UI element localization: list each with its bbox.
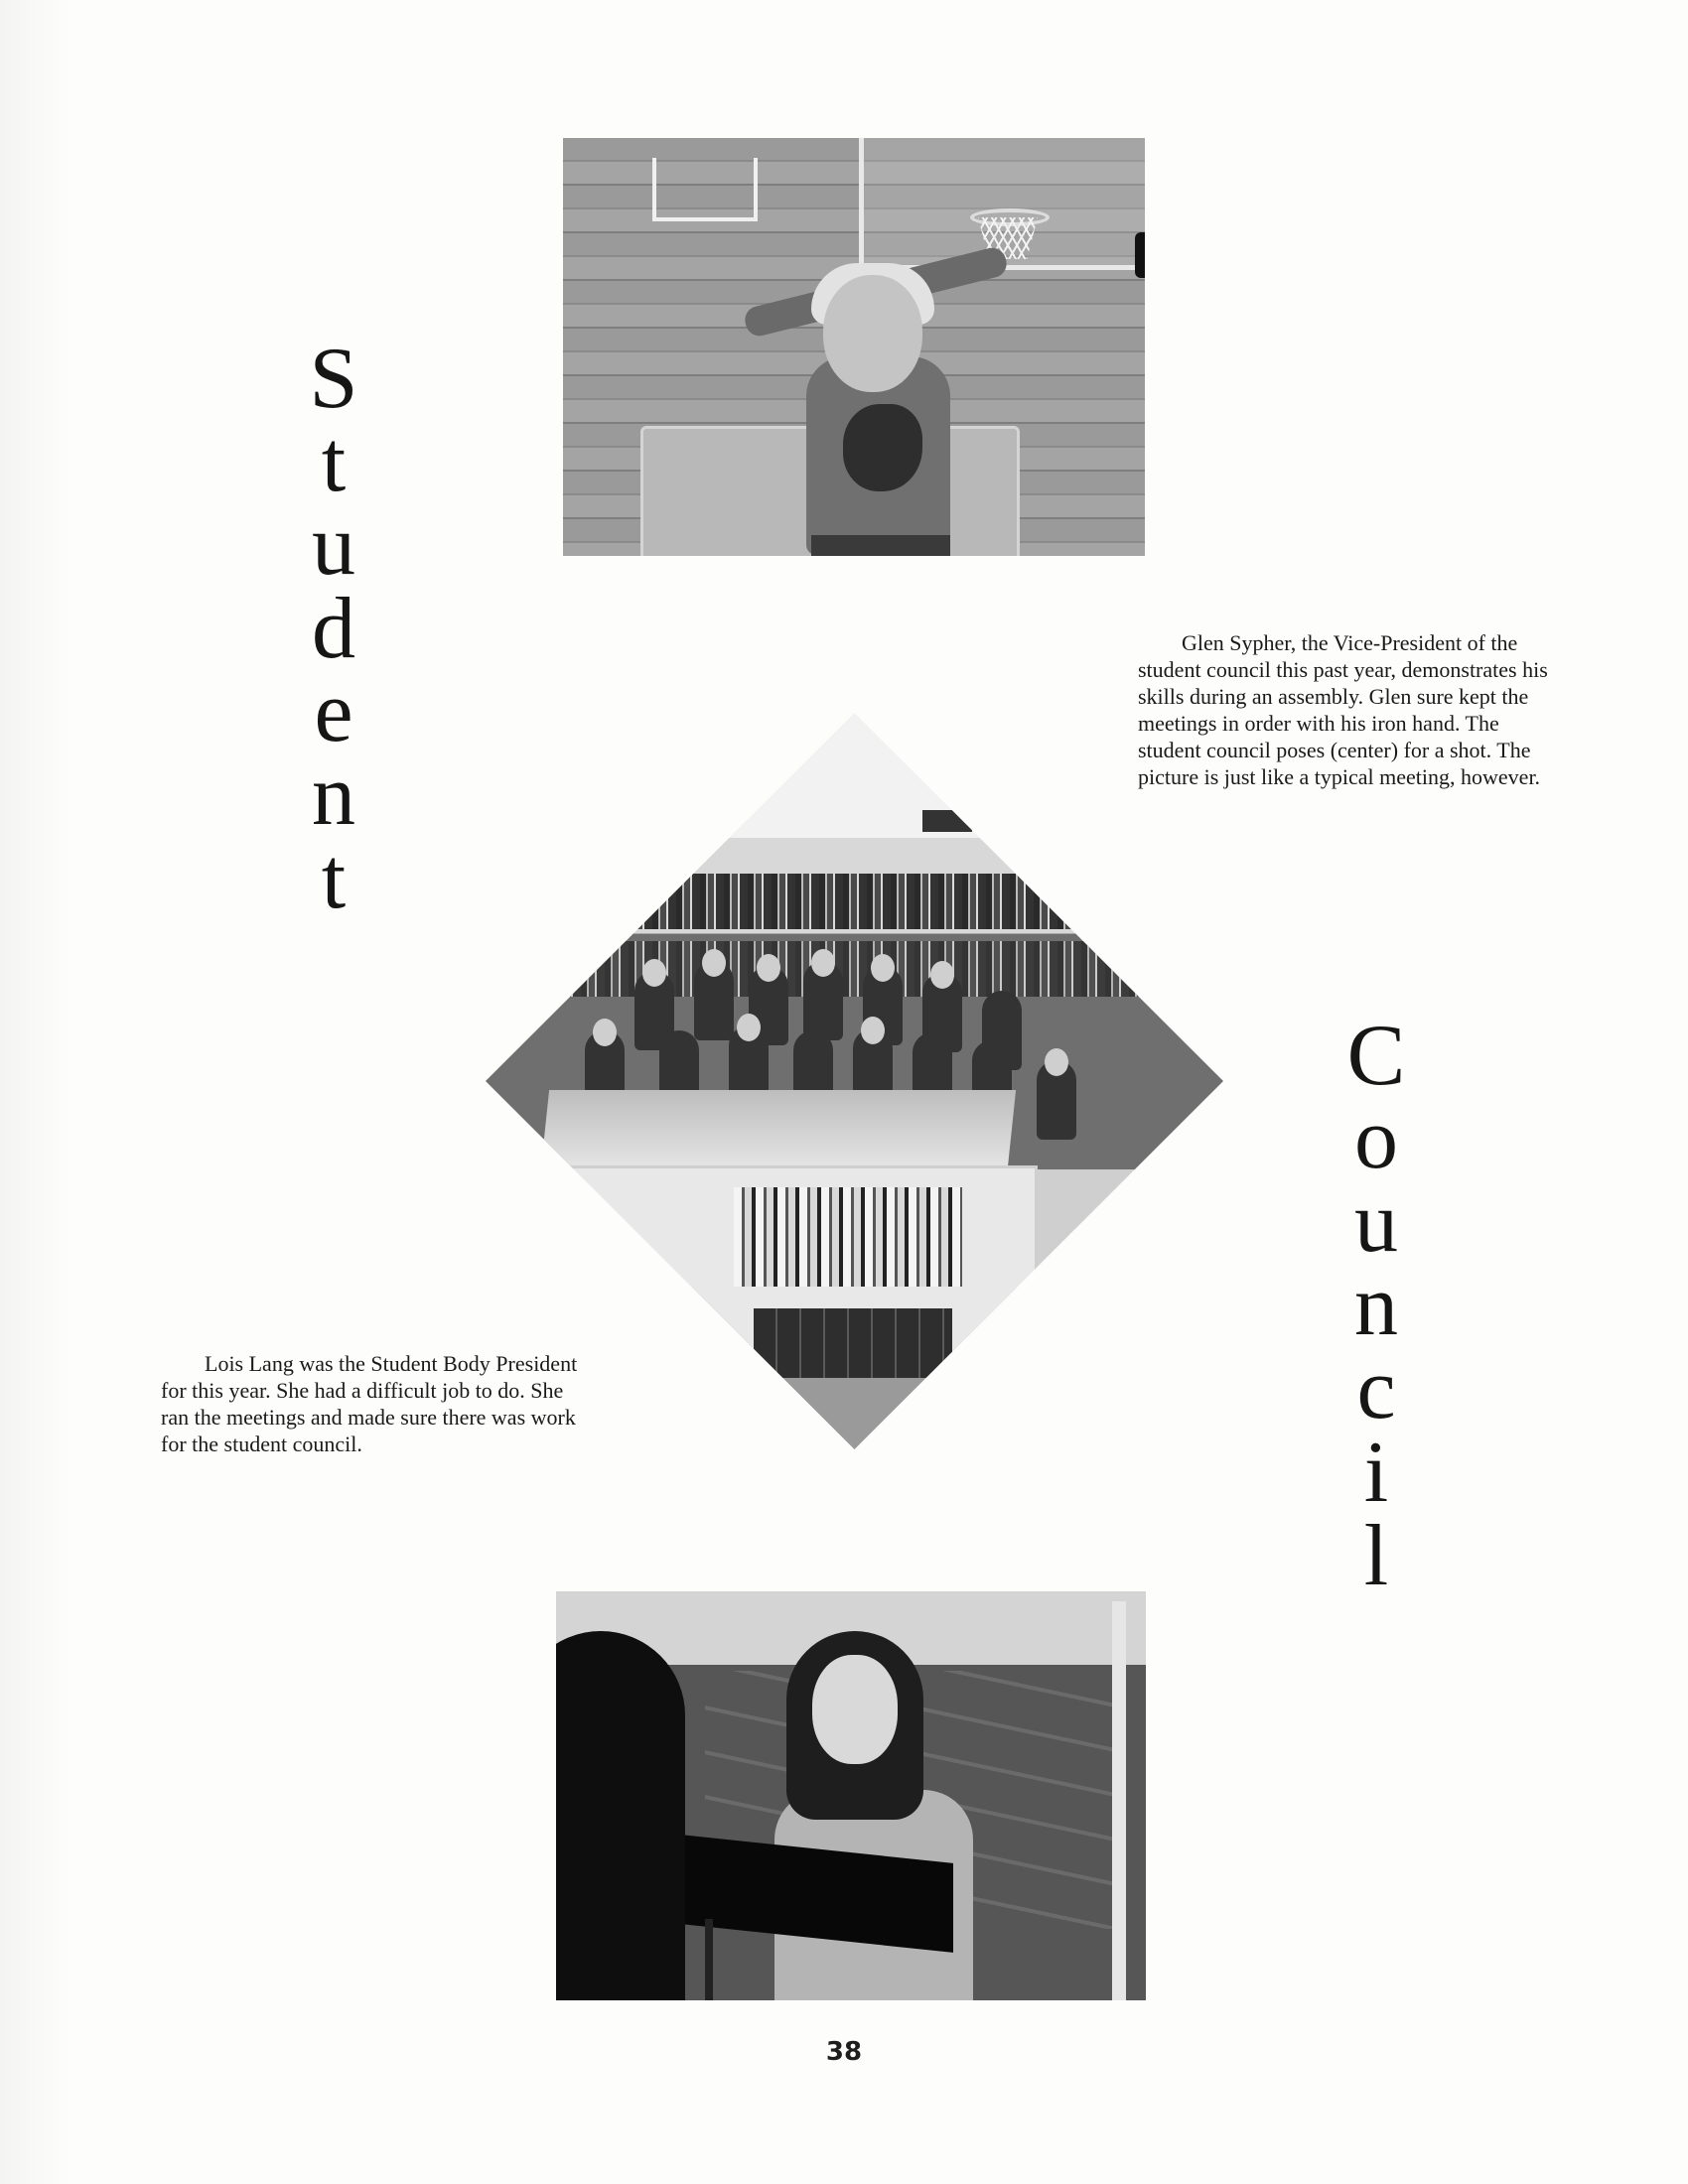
meeting-table	[541, 1090, 1016, 1167]
caption-text: Lois Lang was the Student Body President for this year. She had a difficult job to do. She ran the meetings and made sure there was work for the student council.	[161, 1351, 578, 1456]
title-student-vertical	[294, 331, 373, 927]
member-face	[871, 954, 895, 982]
title-letter: t	[321, 831, 347, 927]
photo-lois-lang-speaking	[556, 1591, 1146, 2000]
member-face	[811, 949, 835, 977]
member-face	[593, 1019, 617, 1046]
cabinet-books-bottom	[754, 1308, 952, 1378]
member-face	[861, 1017, 885, 1044]
member-face	[930, 961, 954, 989]
title-letter: n	[1354, 1258, 1398, 1354]
photo-gym-assembly	[563, 138, 1145, 556]
person-head	[823, 275, 922, 392]
title-letter: u	[1354, 1174, 1398, 1271]
title-letter: d	[312, 581, 355, 677]
title-letter: e	[314, 664, 353, 760]
title-letter: C	[1346, 1008, 1406, 1104]
member-face	[642, 959, 666, 987]
page-edge-shading	[0, 0, 71, 2184]
photo-student-council-group	[486, 713, 1223, 1449]
bookshelf-row	[486, 874, 1223, 929]
shirt-graphic	[843, 404, 922, 491]
library-sign	[922, 810, 972, 832]
caption-text: Glen Sypher, the Vice-President of the student council this past year, demonstrates his skills during an assembly. Glen sure kept the meetings in order with his iron hand. The student council poses (center) for a shot. The picture is just like a typical meeting, however.	[1138, 630, 1548, 789]
member-face	[737, 1014, 761, 1041]
page-number: 38	[825, 2037, 863, 2067]
title-council-vertical	[1336, 1008, 1416, 1604]
person-legs	[811, 535, 950, 556]
bookshelf-row	[486, 941, 1223, 997]
caption-lois-lang	[161, 1350, 588, 1457]
chalkboard-post	[1112, 1601, 1126, 2000]
title-letter: c	[1356, 1341, 1396, 1437]
speaker-face	[812, 1655, 898, 1764]
member-face	[757, 954, 780, 982]
title-letter: l	[1363, 1508, 1389, 1604]
member-face	[702, 949, 726, 977]
cabinet-books	[734, 1187, 962, 1287]
title-letter: o	[1354, 1091, 1398, 1187]
title-letter: S	[309, 331, 358, 427]
title-letter: i	[1363, 1425, 1389, 1521]
title-letter: u	[312, 497, 355, 594]
caption-glen-sypher	[1138, 629, 1557, 790]
member-face	[1045, 1048, 1068, 1076]
title-letter: t	[321, 414, 347, 510]
lectern-stand	[705, 1919, 713, 2000]
backboard-square	[652, 158, 758, 221]
foreground-silhouette	[556, 1631, 685, 2000]
photo-edge-object	[1135, 232, 1145, 278]
title-letter: n	[312, 748, 355, 844]
